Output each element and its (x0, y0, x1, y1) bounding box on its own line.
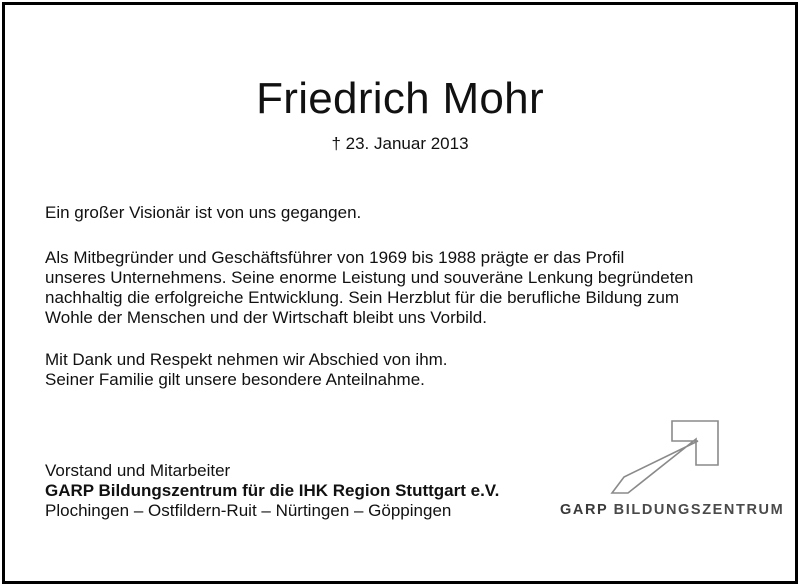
text-line: Mit Dank und Respekt nehmen wir Abschied von ihm. (45, 350, 448, 369)
organization-name: GARP Bildungszentrum für die IHK Region Stuttgart e.V. (45, 481, 500, 500)
text-line: Ein großer Visionär ist von uns gegangen. (45, 203, 362, 222)
signature-block (45, 461, 565, 521)
logo-word-bildungszentrum: BILDUNGSZENTRUM (613, 502, 785, 518)
text-line: Seiner Familie gilt unsere besondere Anteilnahme. (45, 370, 425, 389)
text-line: Wohle der Menschen und der Wirtschaft bleibt uns Vorbild. (45, 308, 487, 327)
company-logo (560, 502, 784, 518)
paragraph-intro (45, 203, 785, 223)
obituary-notice (2, 2, 798, 584)
locations-line: Plochingen – Ostfildern-Ruit – Nürtingen – Göppingen (45, 501, 452, 520)
text-line: unseres Unternehmens. Seine enorme Leistung und souveräne Lenkung begründeten (45, 268, 694, 287)
signature-line: Vorstand und Mitarbeiter (45, 461, 231, 480)
deceased-name: Friedrich Mohr (256, 74, 544, 123)
death-date: † 23. Januar 2013 (331, 134, 469, 153)
arrow-icon (610, 419, 722, 500)
text-line: Als Mitbegründer und Geschäftsführer von 1969 bis 1988 prägte er das Profil (45, 248, 625, 267)
paragraph-farewell (45, 350, 785, 390)
logo-word-garp: GARP (560, 502, 609, 518)
paragraph-tribute (45, 248, 785, 328)
text-line: nachhaltig die erfolgreiche Entwicklung. Sein Herzblut für die berufliche Bildung zum (45, 288, 680, 307)
